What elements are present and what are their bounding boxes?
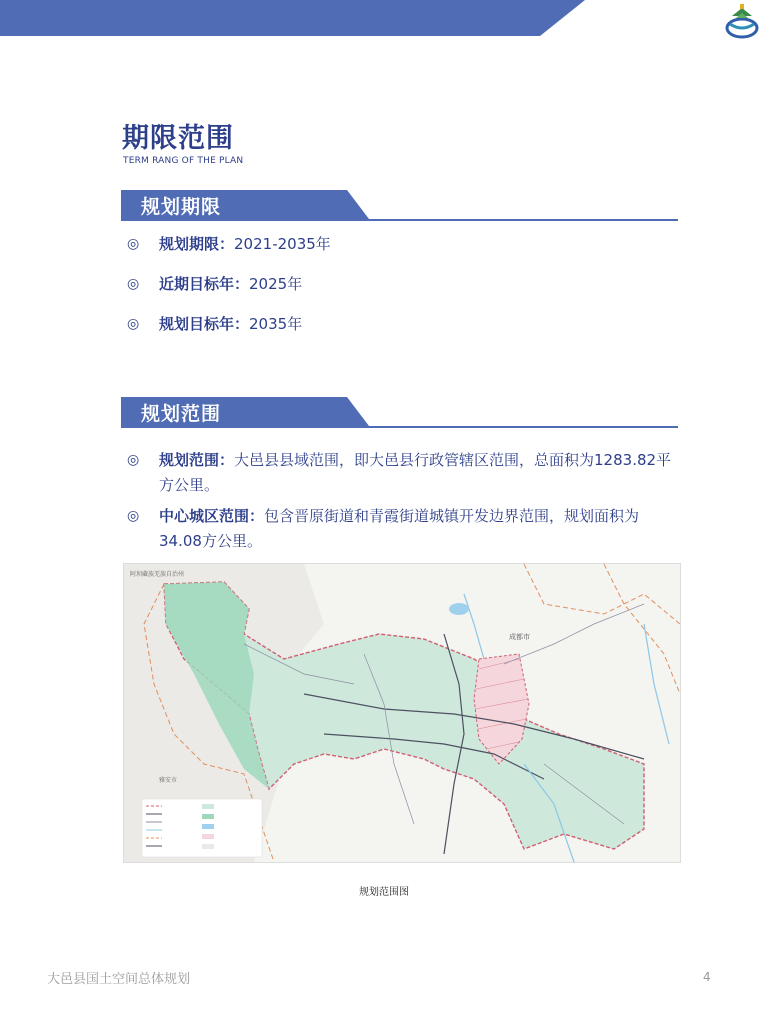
- item-key: 近期目标年：: [159, 275, 250, 293]
- term-list: [127, 232, 687, 337]
- item-value: 大邑县县域范围，即大邑县行政管辖区范围，总面积为1283.82平方公里。: [159, 451, 672, 494]
- item-key: 规划范围：: [159, 451, 235, 469]
- item-value: 包含晋原街道和青霞街道城镇开发边界范围，规划面积为34.08方公里。: [159, 507, 640, 550]
- section-header-term: [121, 190, 678, 222]
- map-label-yaan: 雅安市: [159, 777, 178, 784]
- top-banner-band: [0, 0, 768, 40]
- scope-list: [127, 448, 672, 554]
- list-item: [127, 312, 687, 337]
- item-key: 中心城区范围：: [159, 507, 265, 525]
- bullet-icon: ◎: [127, 236, 140, 252]
- bullet-icon: ◎: [127, 452, 140, 468]
- daiyi-logo-icon: [722, 2, 762, 40]
- bullet-icon: ◎: [127, 276, 140, 292]
- map-caption: 规划范围图: [359, 887, 409, 898]
- page-title: 期限范围: [122, 123, 234, 154]
- section-title-scope: 规划范围: [141, 403, 222, 425]
- page-number: 4: [703, 970, 711, 984]
- footer-doc-title: 大邑县国土空间总体规划: [47, 972, 191, 987]
- list-item: [127, 448, 672, 498]
- bullet-icon: ◎: [127, 508, 140, 524]
- list-item: [127, 232, 687, 257]
- planning-scope-map: [123, 563, 681, 863]
- page-subtitle: TERM RANG OF THE PLAN: [123, 156, 244, 166]
- item-value: 2025年: [249, 275, 303, 293]
- list-item: [127, 272, 687, 297]
- section-header-scope: [121, 397, 678, 429]
- section-title-term: 规划期限: [141, 196, 222, 218]
- item-value: 2035年: [249, 315, 303, 333]
- map-label-aba: 阿坝藏族羌族自治州: [130, 571, 185, 578]
- map-canvas: [124, 564, 680, 862]
- item-key: 规划期限：: [159, 235, 235, 253]
- item-value: 2021-2035年: [234, 235, 331, 253]
- map-label-chengdu: 成都市: [509, 633, 530, 641]
- list-item: [127, 504, 672, 554]
- item-key: 规划目标年：: [159, 315, 250, 333]
- bullet-icon: ◎: [127, 316, 140, 332]
